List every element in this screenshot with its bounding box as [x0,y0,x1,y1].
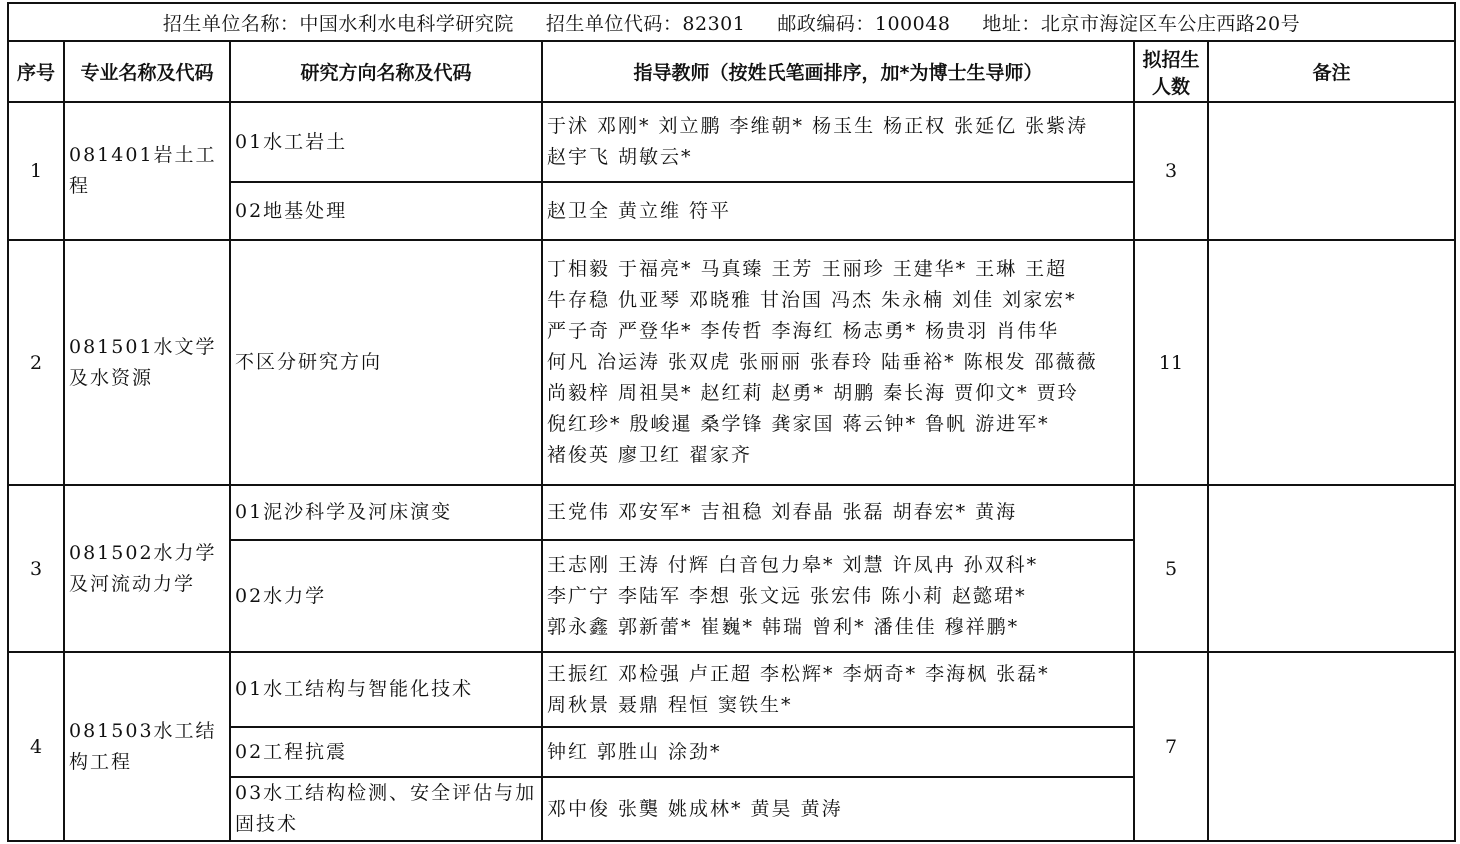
teacher-name: 程恒 [668,693,711,716]
teacher-list [542,485,1134,540]
teacher-line [547,581,1129,612]
teacher-name: 严子奇 [547,320,611,342]
teacher-name: 张延亿 [954,115,1018,137]
teacher-name: 周秋景 [547,693,611,716]
teacher-name: 李想 [689,584,732,607]
teacher-name: 卢正超 [689,662,753,685]
teacher-name: 吉祖稳 [700,501,764,523]
teacher-name: 黄立维 [618,199,682,222]
teacher-name: 张磊* [996,662,1050,685]
enrollment-table [7,2,1456,842]
teacher-name: 王党伟 [547,501,611,523]
teacher-list [542,540,1134,652]
teacher-name: 刘佳 [952,289,995,311]
teacher-name: 赵懿珺* [952,584,1027,607]
teacher-name: 李松辉* [760,662,835,685]
teacher-name: 穆祥鹏* [944,615,1020,638]
teacher-line [547,737,1129,768]
teacher-list [542,182,1134,240]
teacher-list [542,102,1134,182]
teacher-name: 赵宇飞 [547,146,611,168]
teacher-name: 何凡 [547,351,590,373]
direction-name: 01水工岩土 [230,102,542,182]
teacher-name: 贾仰文* [954,382,1029,404]
teacher-line [547,409,1129,440]
teacher-name: 赵红莉 [700,382,764,404]
teacher-name: 胡敏云* [618,146,693,168]
teacher-line [547,497,1129,528]
teacher-name: 杨贵羽 [925,320,989,342]
teacher-name: 仇亚琴 [618,289,682,311]
teacher-name: 王涛 [618,553,661,576]
teacher-name: 冯杰 [831,289,874,311]
teacher-name: 涂劲* [668,740,722,763]
teacher-name: 郭永鑫 [547,615,611,638]
teacher-name: 牛存稳 [547,289,611,311]
teacher-name: 王芳 [771,258,814,280]
teacher-name: 窦铁生* [718,693,793,716]
teacher-name: 邓中俊 [547,797,611,820]
teacher-name: 姚成林* [668,797,743,820]
remark [1208,485,1455,652]
teacher-name: 郭胜山 [597,740,661,763]
teacher-name: 周祖昊* [618,382,693,404]
teacher-name: 赵勇* [771,382,826,404]
teacher-name: 邓安军* [618,501,693,523]
teacher-name: 翟家齐 [689,444,753,466]
teacher-name: 钟红 [547,740,590,763]
direction-name: 不区分研究方向 [230,240,542,485]
teacher-name: 邓晓雅 [689,289,753,311]
teacher-name: 冶运涛 [597,351,661,373]
teacher-name: 严登华* [618,320,693,342]
remark [1208,102,1455,240]
teacher-name: 王超 [1025,258,1068,280]
teacher-name: 张丽丽 [739,351,803,373]
remark [1208,240,1455,485]
teacher-name: 王琳 [975,258,1018,280]
teacher-name: 刘立鹏 [658,115,722,137]
teacher-line [547,659,1129,690]
teacher-name: 张宏伟 [810,584,874,607]
teacher-name: 于福亮* [618,258,693,280]
header-count: 拟招生人数 [1134,41,1208,102]
teacher-name: 胡春宏* [892,501,968,523]
teacher-name: 游进军* [975,413,1050,435]
teacher-name: 张春玲 [810,351,874,373]
teacher-name: 李广宁 [547,584,611,607]
direction-name: 03水工结构检测、安全评估与加固技术 [230,777,542,841]
teacher-line [547,378,1129,409]
teacher-name: 邵薇薇 [1034,351,1098,373]
teacher-name: 肖伟华 [996,320,1060,342]
header-row [8,41,1455,102]
teacher-name: 秦长海 [883,382,947,404]
teacher-name: 廖卫红 [618,444,682,466]
title-bar [8,3,1455,41]
teacher-name: 崔巍* [700,615,755,638]
remark [1208,652,1455,841]
direction-name: 01水工结构与智能化技术 [230,652,542,727]
major-name: 081401岩土工程 [64,102,230,240]
enrollment-count: 3 [1134,102,1208,240]
header-no: 序号 [8,41,64,102]
teacher-name: 张龑 [618,797,661,820]
teacher-name: 杨玉生 [812,115,876,137]
teacher-list [542,777,1134,841]
header-teachers: 指导教师（按姓氏笔画排序，加*为博士生导师） [542,41,1134,102]
teacher-name: 潘佳佳 [873,615,937,638]
teacher-name: 赵卫全 [547,199,611,222]
teacher-name: 于沭 [547,115,590,137]
teacher-name: 刘家宏* [1002,289,1077,311]
teacher-list [542,652,1134,727]
teacher-name: 褚俊英 [547,444,611,466]
teacher-name: 李海红 [771,320,835,342]
teacher-name: 杨正权 [883,115,947,137]
teacher-line [547,285,1129,316]
teacher-line [547,690,1129,721]
teacher-name: 陈小莉 [881,584,945,607]
teacher-name: 甘治国 [760,289,824,311]
teacher-list [542,240,1134,485]
teacher-name: 黄海 [975,501,1018,523]
header-direction: 研究方向名称及代码 [230,41,542,102]
direction-name: 02水力学 [230,540,542,652]
major-name: 081503水工结构工程 [64,652,230,841]
row-number: 1 [8,102,64,240]
enrollment-count: 11 [1134,240,1208,485]
teacher-name: 王丽珍 [821,258,885,280]
teacher-name: 丁相毅 [547,258,611,280]
table-row [8,240,1455,485]
teacher-name: 黄涛 [800,797,843,820]
teacher-name: 曾利* [812,615,866,638]
teacher-name: 桑学锋 [700,413,764,435]
teacher-name: 张文远 [739,584,803,607]
teacher-line [547,142,1129,173]
teacher-name: 王建华* [892,258,968,280]
teacher-name: 郭新蕾* [618,615,693,638]
teacher-line [547,196,1129,227]
teacher-name: 尚毅梓 [547,382,611,404]
teacher-name: 蒋云钟* [842,413,918,435]
header-remark: 备注 [1208,41,1455,102]
unit-name: 招生单位名称：中国水利水电科学研究院 [162,12,514,35]
teacher-line [547,440,1129,471]
teacher-line [547,254,1129,285]
teacher-name: 李维朝* [729,115,805,137]
teacher-name: 杨志勇* [842,320,918,342]
teacher-name: 黄昊 [750,797,793,820]
teacher-name: 陆垂裕* [881,351,956,373]
teacher-name: 李传哲 [700,320,764,342]
teacher-name: 马真臻 [700,258,764,280]
address: 地址：北京市海淀区车公庄西路20号 [982,12,1301,35]
row-number: 4 [8,652,64,841]
header-major: 专业名称及代码 [64,41,230,102]
unit-code: 招生单位代码：82301 [545,12,746,35]
teacher-name: 张双虎 [668,351,732,373]
major-name: 081502水力学及河流动力学 [64,485,230,652]
teacher-name: 韩瑞 [762,615,805,638]
teacher-line [547,316,1129,347]
teacher-name: 张紫涛 [1025,115,1089,137]
teacher-line [547,111,1129,142]
teacher-line [547,550,1129,581]
teacher-name: 孙双科* [963,553,1039,576]
teacher-name: 李海枫 [925,662,989,685]
teacher-name: 胡鹏 [833,382,876,404]
table-row [8,652,1455,727]
teacher-list [542,727,1134,777]
teacher-name: 陈根发 [963,351,1027,373]
teacher-name: 邓检强 [618,662,682,685]
direction-name: 02地基处理 [230,182,542,240]
enrollment-count: 7 [1134,652,1208,841]
teacher-line [547,347,1129,378]
direction-name: 01泥沙科学及河床演变 [230,485,542,540]
teacher-name: 白音包力皋* [718,553,835,576]
teacher-line [547,794,1129,825]
major-name: 081501水文学及水资源 [64,240,230,485]
teacher-name: 许凤冉 [892,553,956,576]
row-number: 2 [8,240,64,485]
teacher-name: 李炳奇* [842,662,918,685]
teacher-name: 李陆军 [618,584,682,607]
teacher-name: 王志刚 [547,553,611,576]
teacher-name: 倪红珍* [547,413,622,435]
row-number: 3 [8,485,64,652]
table-row [8,102,1455,182]
teacher-name: 朱永楠 [881,289,945,311]
direction-name: 02工程抗震 [230,727,542,777]
teacher-name: 聂鼎 [618,693,661,716]
teacher-name: 付辉 [668,553,711,576]
teacher-name: 刘慧 [842,553,885,576]
teacher-name: 贾玲 [1036,382,1079,404]
enrollment-count: 5 [1134,485,1208,652]
teacher-name: 邓刚* [597,115,651,137]
teacher-name: 张磊 [842,501,885,523]
teacher-name: 刘春晶 [771,501,835,523]
teacher-line [547,612,1129,643]
table-row [8,485,1455,540]
postcode: 邮政编码：100048 [777,12,951,35]
teacher-name: 殷峻暹 [629,413,693,435]
teacher-name: 龚家国 [771,413,835,435]
teacher-name: 王振红 [547,662,611,685]
teacher-name: 鲁帆 [925,413,968,435]
teacher-name: 符平 [689,199,732,222]
